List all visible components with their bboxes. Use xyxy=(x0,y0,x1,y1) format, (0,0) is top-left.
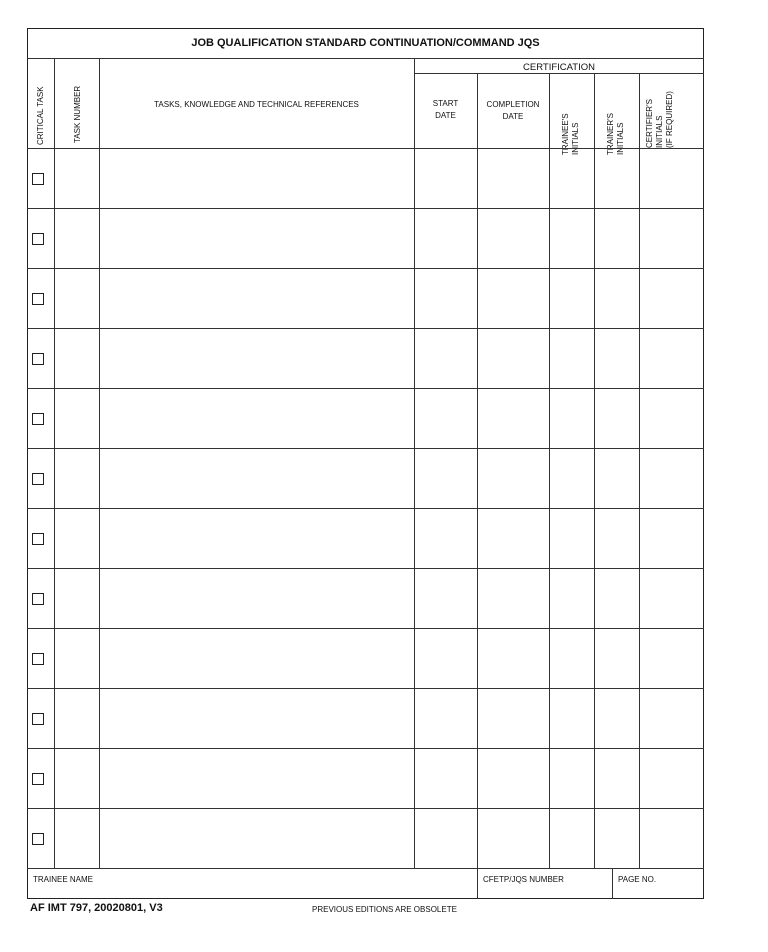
critical-task-checkbox[interactable] xyxy=(32,713,44,725)
critical-task-checkbox[interactable] xyxy=(32,353,44,365)
start-date-header: START DATE xyxy=(432,99,459,120)
trainee-initials-cell[interactable] xyxy=(550,809,594,868)
certifier-initials-cell[interactable] xyxy=(640,329,704,388)
task-description-cell[interactable] xyxy=(100,809,414,868)
task-number-cell[interactable] xyxy=(55,449,99,508)
tasks-header: TASKS, KNOWLEDGE AND TECHNICAL REFERENCES xyxy=(154,100,359,109)
start-date-cell[interactable] xyxy=(415,149,477,208)
certifier-initials-cell[interactable] xyxy=(640,689,704,748)
start-date-cell[interactable] xyxy=(415,449,477,508)
trainee-initials-cell[interactable] xyxy=(550,389,594,448)
completion-date-cell[interactable] xyxy=(478,449,549,508)
critical-task-checkbox[interactable] xyxy=(32,233,44,245)
task-number-cell[interactable] xyxy=(55,329,99,388)
cfetp-number-label: CFETP/JQS NUMBER xyxy=(483,875,564,884)
page-no-field[interactable] xyxy=(612,868,704,899)
task-description-cell[interactable] xyxy=(100,389,414,448)
certification-header: CERTIFICATION xyxy=(523,62,595,73)
critical-task-header: CRITICAL TASK xyxy=(36,86,45,145)
task-number-cell[interactable] xyxy=(55,389,99,448)
form-title: JOB QUALIFICATION STANDARD CONTINUATION/COMMAND JQS xyxy=(191,37,540,49)
start-date-cell[interactable] xyxy=(415,509,477,568)
task-description-cell[interactable] xyxy=(100,329,414,388)
completion-date-cell[interactable] xyxy=(478,749,549,808)
completion-date-cell[interactable] xyxy=(478,389,549,448)
task-number-cell[interactable] xyxy=(55,209,99,268)
start-date-cell[interactable] xyxy=(415,389,477,448)
critical-task-checkbox[interactable] xyxy=(32,533,44,545)
start-date-cell[interactable] xyxy=(415,209,477,268)
task-description-cell[interactable] xyxy=(100,209,414,268)
trainer-initials-cell[interactable] xyxy=(595,209,639,268)
trainee-initials-cell[interactable] xyxy=(550,149,594,208)
certifier-initials-cell[interactable] xyxy=(640,269,704,328)
task-number-cell[interactable] xyxy=(55,809,99,868)
task-number-cell[interactable] xyxy=(55,749,99,808)
trainee-initials-cell[interactable] xyxy=(550,449,594,508)
completion-date-cell[interactable] xyxy=(478,209,549,268)
task-description-cell[interactable] xyxy=(100,629,414,688)
trainee-initials-cell[interactable] xyxy=(550,269,594,328)
task-description-cell[interactable] xyxy=(100,569,414,628)
completion-date-cell[interactable] xyxy=(478,569,549,628)
critical-task-checkbox[interactable] xyxy=(32,413,44,425)
trainee-name-label: TRAINEE NAME xyxy=(33,875,94,884)
task-description-cell[interactable] xyxy=(100,269,414,328)
trainee-initials-cell[interactable] xyxy=(550,509,594,568)
completion-date-cell[interactable] xyxy=(478,329,549,388)
task-number-cell[interactable] xyxy=(55,629,99,688)
certifier-initials-cell[interactable] xyxy=(640,809,704,868)
task-number-cell[interactable] xyxy=(55,269,99,328)
certifier-initials-cell[interactable] xyxy=(640,749,704,808)
start-date-cell[interactable] xyxy=(415,329,477,388)
certifier-initials-cell[interactable] xyxy=(640,209,704,268)
certifier-initials-cell[interactable] xyxy=(640,449,704,508)
trainer-initials-cell[interactable] xyxy=(595,329,639,388)
divider xyxy=(27,58,704,59)
task-number-header: TASK NUMBER xyxy=(73,85,82,143)
trainee-name-field[interactable] xyxy=(27,868,477,899)
trainee-initials-cell[interactable] xyxy=(550,689,594,748)
trainer-initials-header: TRAINER'S INITIALS xyxy=(606,113,625,155)
completion-date-cell[interactable] xyxy=(478,629,549,688)
completion-date-cell[interactable] xyxy=(478,149,549,208)
completion-date-cell[interactable] xyxy=(478,689,549,748)
trainer-initials-cell[interactable] xyxy=(595,269,639,328)
trainee-initials-cell[interactable] xyxy=(550,569,594,628)
start-date-cell[interactable] xyxy=(415,689,477,748)
start-date-cell[interactable] xyxy=(415,749,477,808)
task-description-cell[interactable] xyxy=(100,689,414,748)
task-description-cell[interactable] xyxy=(100,749,414,808)
completion-date-cell[interactable] xyxy=(478,809,549,868)
trainer-initials-cell[interactable] xyxy=(595,689,639,748)
critical-task-checkbox[interactable] xyxy=(32,773,44,785)
trainer-initials-cell[interactable] xyxy=(595,389,639,448)
certifier-initials-header: CERTIFIER'S INITIALS (IF REQUIRED) xyxy=(645,91,674,148)
trainer-initials-cell[interactable] xyxy=(595,569,639,628)
certifier-initials-cell[interactable] xyxy=(640,569,704,628)
certifier-initials-cell[interactable] xyxy=(640,629,704,688)
task-number-cell[interactable] xyxy=(55,689,99,748)
task-description-cell[interactable] xyxy=(100,149,414,208)
form-id: AF IMT 797, 20020801, V3 xyxy=(30,902,163,914)
trainee-initials-cell[interactable] xyxy=(550,749,594,808)
trainer-initials-cell[interactable] xyxy=(595,749,639,808)
page-no-label: PAGE NO. xyxy=(618,875,657,884)
critical-task-checkbox[interactable] xyxy=(32,473,44,485)
trainee-initials-cell[interactable] xyxy=(550,329,594,388)
critical-task-checkbox[interactable] xyxy=(32,293,44,305)
start-date-cell[interactable] xyxy=(415,629,477,688)
trainee-initials-cell[interactable] xyxy=(550,209,594,268)
trainer-initials-cell[interactable] xyxy=(595,449,639,508)
task-description-cell[interactable] xyxy=(100,449,414,508)
task-number-cell[interactable] xyxy=(55,509,99,568)
completion-date-header: COMPLETION DATE xyxy=(486,100,540,121)
obsolete-notice: PREVIOUS EDITIONS ARE OBSOLETE xyxy=(312,905,457,914)
start-date-cell[interactable] xyxy=(415,569,477,628)
completion-date-cell[interactable] xyxy=(478,509,549,568)
critical-task-checkbox[interactable] xyxy=(32,833,44,845)
completion-date-cell[interactable] xyxy=(478,269,549,328)
certifier-initials-cell[interactable] xyxy=(640,509,704,568)
trainee-initials-cell[interactable] xyxy=(550,629,594,688)
certifier-initials-cell[interactable] xyxy=(640,149,704,208)
trainer-initials-cell[interactable] xyxy=(595,149,639,208)
critical-task-checkbox[interactable] xyxy=(32,653,44,665)
task-description-cell[interactable] xyxy=(100,509,414,568)
critical-task-checkbox[interactable] xyxy=(32,173,44,185)
trainer-initials-cell[interactable] xyxy=(595,629,639,688)
trainee-initials-header: TRAINEE'S INITIALS xyxy=(561,113,580,155)
critical-task-checkbox[interactable] xyxy=(32,593,44,605)
cfetp-number-field[interactable] xyxy=(477,868,612,899)
start-date-cell[interactable] xyxy=(415,269,477,328)
start-date-cell[interactable] xyxy=(415,809,477,868)
trainer-initials-cell[interactable] xyxy=(595,509,639,568)
task-number-cell[interactable] xyxy=(55,569,99,628)
trainer-initials-cell[interactable] xyxy=(595,809,639,868)
certifier-initials-cell[interactable] xyxy=(640,389,704,448)
task-number-cell[interactable] xyxy=(55,149,99,208)
